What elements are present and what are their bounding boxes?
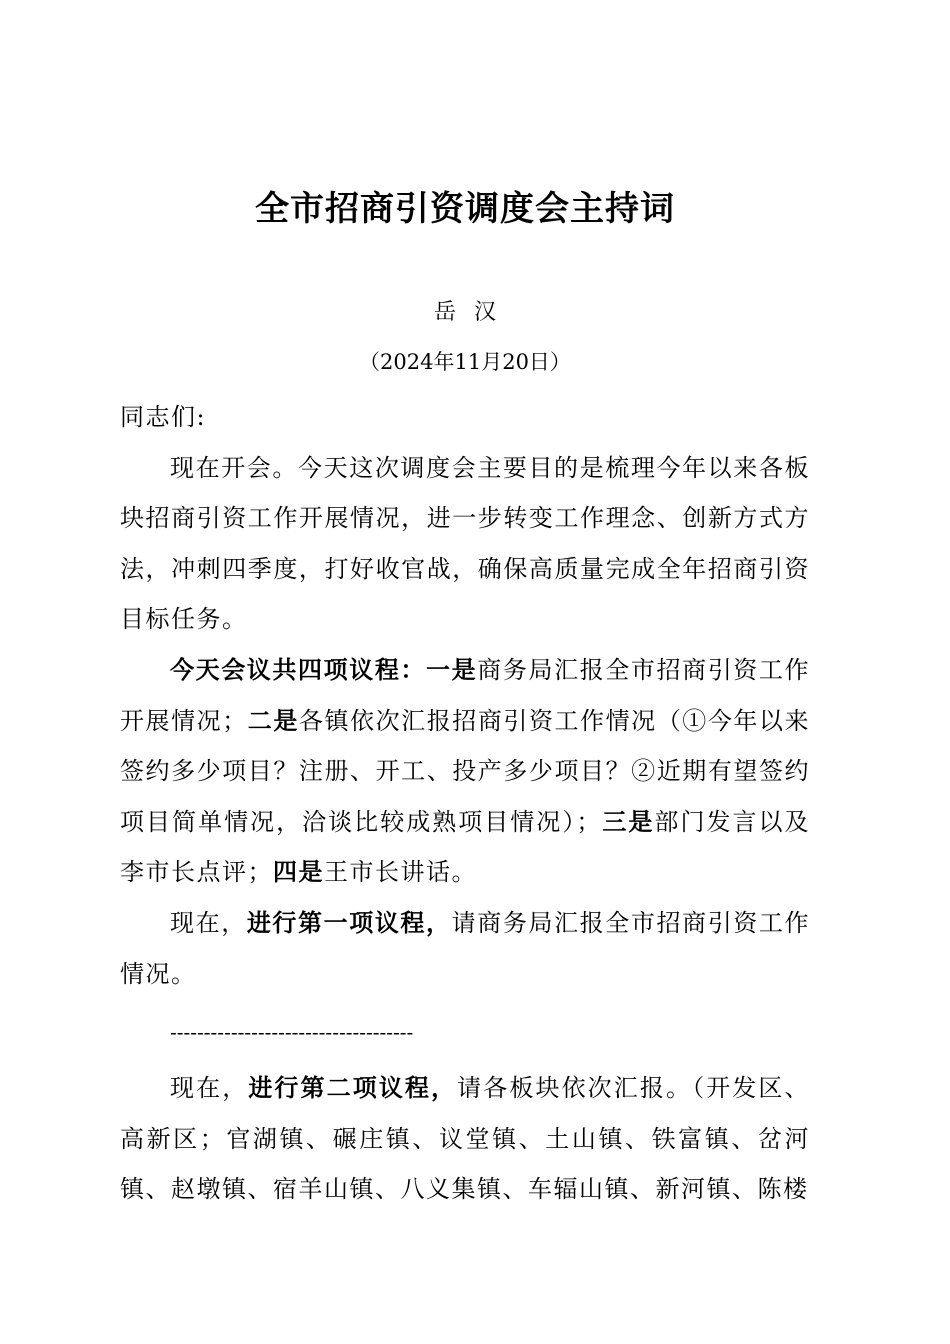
document-author: 岳汉 — [433, 300, 514, 325]
paragraph-opening: 现在开会。今天这次调度会主要目的是梳理今年以来各板块招商引资工作开展情况，进一步转变工作理念、创新方式方法，冲刺四季度，打好收官战，确保高质量完成全年招商引资目标任务。 — [120, 453, 810, 634]
paragraph-first-item — [120, 898, 810, 999]
document-title: 全市招商引资调度会主持词 — [255, 189, 675, 229]
agenda-lead: 今天会议共四项议程： — [170, 654, 427, 684]
paragraph-second-item — [120, 1063, 810, 1215]
agenda-item4-text: 王市长讲话。 — [324, 858, 477, 887]
first-item-prefix: 现在， — [170, 908, 247, 937]
agenda-item3-text: 部门发言以及李市长点评； — [120, 807, 811, 887]
second-item-bold: 进行第二项议程， — [248, 1073, 458, 1103]
salutation: 同志们: — [120, 403, 207, 431]
agenda-item1-text: 商务局汇报全市招商引资工作开展情况； — [120, 655, 811, 735]
second-item-prefix: 现在， — [170, 1074, 249, 1103]
agenda-item3-label: 三是 — [601, 806, 655, 836]
second-item-suffix: 请各板块依次汇报。（开发区、高新区；官湖镇、碾庄镇、议堂镇、土山镇、铁富镇、岔河镇、赵墩镇、宿羊山镇、八义集镇、车辐山镇、新河镇、陈楼 — [120, 1074, 811, 1204]
first-item-suffix: 请商务局汇报全市招商引资工作情况。 — [120, 908, 811, 988]
agenda-item2-label: 二是 — [247, 705, 299, 735]
agenda-item1-label: 一是 — [426, 654, 478, 684]
section-separator: ------------------------------------ — [170, 1020, 414, 1045]
agenda-item4-label: 四是 — [273, 857, 324, 887]
document-date: （2024年11月20日） — [359, 350, 571, 374]
paragraph-agenda — [120, 645, 810, 898]
agenda-item2-text: 各镇依次汇报招商引资工作情况（①今年以来签约多少项目？注册、开工、投产多少项目？②近期有望签约项目简单情况，洽谈比较成熟项目情况）； — [120, 706, 811, 836]
document-body — [120, 392, 810, 1215]
first-item-bold: 进行第一项议程， — [246, 907, 452, 937]
